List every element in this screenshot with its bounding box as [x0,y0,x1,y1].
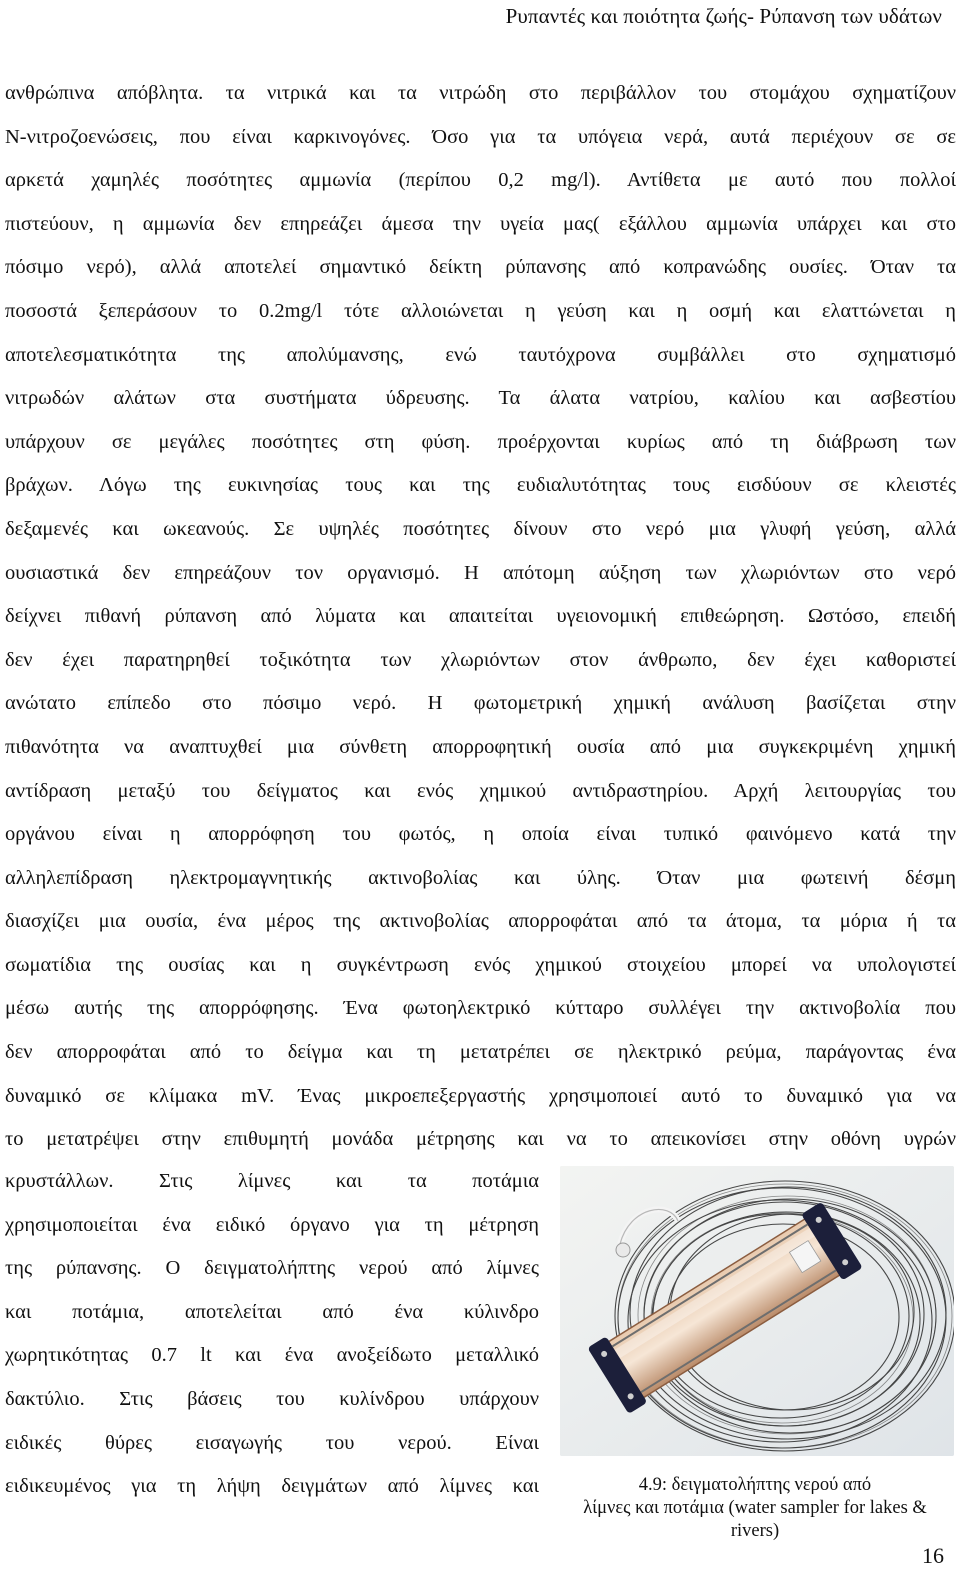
text-line: αλληλεπίδραση ηλεκτρομαγνητικής ακτινοβολίας και ύλης. Όταν μια φωτεινή δέσμη [5,866,956,889]
text-line: διασχίζει μια ουσία, ένα μέρος της ακτινοβολίας απορροφάται από τα άτομα, τα μόρια ή τα [5,910,956,933]
text-line: μέσω αυτής της απορρόφησης. Ένα φωτοηλεκτρικό κύτταρο συλλέγει την ακτινοβολία που [5,997,956,1020]
water-sampler-illustration [560,1166,954,1456]
text-line: ανώτατο επίπεδο στο πόσιμο νερό. Η φωτομετρική χημική ανάλυση βασίζεται στην [5,692,956,715]
text-line: δεν απορροφάται από το δείγμα και τη μετατρέπει σε ηλεκτρικό ρεύμα, παράγοντας ένα [5,1041,956,1064]
body-paragraph [5,72,956,1162]
text-line: ειδικευμένος για τη λήψη δειγμάτων από λίμνες και [5,1475,539,1498]
text-line: κρυστάλλων. Στις λίμνες και τα ποτάμια [5,1170,539,1192]
text-line: αρκετά χαμηλές ποσότητες αμμωνία (περίπου 0,2 mg/l). Αντίθετα με αυτό που πολλοί [5,169,956,192]
side-paragraph [5,1160,539,1509]
text-line: δακτύλιο. Στις βάσεις του κυλίνδρου υπάρχουν [5,1387,539,1410]
text-line: χωρητικότητας 0.7 lt και ένα ανοξείδωτο μεταλλικό [5,1344,539,1367]
text-line: οργάνου είναι η απορρόφηση του φωτός, η οποία είναι τυπικό φαινόμενο κατά την [5,823,956,846]
caption-line: rivers) [730,1521,780,1541]
text-line: χρησιμοποιείται ένα ειδικό όργανο για τη μέτρηση [5,1213,539,1236]
text-line: υπάρχουν σε μεγάλες ποσότητες στη φύση. προέρχονται κυρίως από τη διάβρωση των [5,430,956,453]
text-line: ανθρώπινα απόβλητα. τα νιτρικά και τα νιτρώδη στο περιβάλλον του στομάχου σχηματίζουν [5,82,956,104]
text-line: πόσιμο νερό), αλλά αποτελεί σημαντικό δείκτη ρύπανσης από κοπρανώδης ουσίες. Όταν τα [5,256,956,279]
text-line: αποτελεσματικότητα της απολύμανσης, ενώ ταυτόχρονα συμβάλλει στο σχηματισμό [5,343,956,366]
text-line: της ρύπανσης. Ο δειγματολήπτης νερού από λίμνες [5,1257,539,1280]
text-line: αντίδραση μεταξύ του δείγματος και ενός χημικού αντιδραστηρίου. Αρχή λειτουργίας του [5,779,956,802]
page-number: 16 [922,1543,944,1568]
caption-line: λίμνες και ποτάμια (water sampler for lakes & [583,1498,927,1518]
text-line: δυναμικό σε κλίμακα mV. Ένας μικροεπεξεργαστής χρησιμοποιεί αυτό το δυναμικό για να [5,1084,956,1107]
caption-line: 4.9: δειγματολήπτης νερού από [638,1475,872,1495]
text-line: ποσοστά ξεπεράσουν το 0.2mg/l τότε αλλοιώνεται η γεύση και η οσμή και ελαττώνεται η [5,299,956,322]
text-line: και ποτάμια, αποτελείται από ένα κύλινδρο [5,1300,539,1323]
text-line: το μετατρέψει στην επιθυμητή μονάδα μέτρησης και να το απεικονίσει στην οθόνη υγρών [5,1128,956,1151]
text-line: Ν-νιτροζοενώσεις, που είναι καρκινογόνες. Όσο για τα υπόγεια νερά, αυτά περιέχουν σε σε [5,125,956,148]
text-line: ουσιαστικά δεν επηρεάζουν τον οργανισμό. Η απότομη αύξηση των χλωριόντων στο νερό [5,561,956,584]
text-line: σωματίδια της ουσίας και η συγκέντρωση ενός χημικού στοιχείου μπορεί να υπολογιστεί [5,953,956,976]
running-header: Ρυπαντές και ποιότητα ζωής- Ρύπανση των υδάτων [505,4,942,28]
text-line: δεξαμενές και ωκεανούς. Σε υψηλές ποσότητες δίνουν στο νερό μια γλυφή γεύση, αλλά [5,517,956,540]
text-line: δεν έχει παρατηρηθεί τοξικότητα των χλωριόντων στον άνθρωπο, δεν έχει καθοριστεί [5,648,956,671]
text-line: βράχων. Λόγω της ευκινησίας τους και της ευδιαλυτότητας τους εισδύουν σε κλειστές [5,474,956,497]
text-line: πιθανότητα να αναπτυχθεί μια σύνθετη απορροφητική ουσία από μια συγκεκριμένη χημική [5,735,956,758]
text-line: ειδικές θύρες εισαγωγής του νερού. Είναι [5,1431,539,1454]
text-line: νιτρωδών αλάτων στα συστήματα ύδρευσης. Τα άλατα νατρίου, καλίου και ασβεστίου [5,387,956,410]
text-line: πιστεύουν, η αμμωνία δεν επηρεάζει άμεσα την υγεία μας( εξάλλου αμμωνία υπάρχει και στο [5,212,956,235]
figure-caption [550,1474,960,1543]
water-sampler-photo [560,1166,954,1456]
text-line: δείχνει πιθανή ρύπανση από λύματα και απαιτείται υγειονομική επιθεώρηση. Ωστόσο, επειδή [5,605,956,628]
